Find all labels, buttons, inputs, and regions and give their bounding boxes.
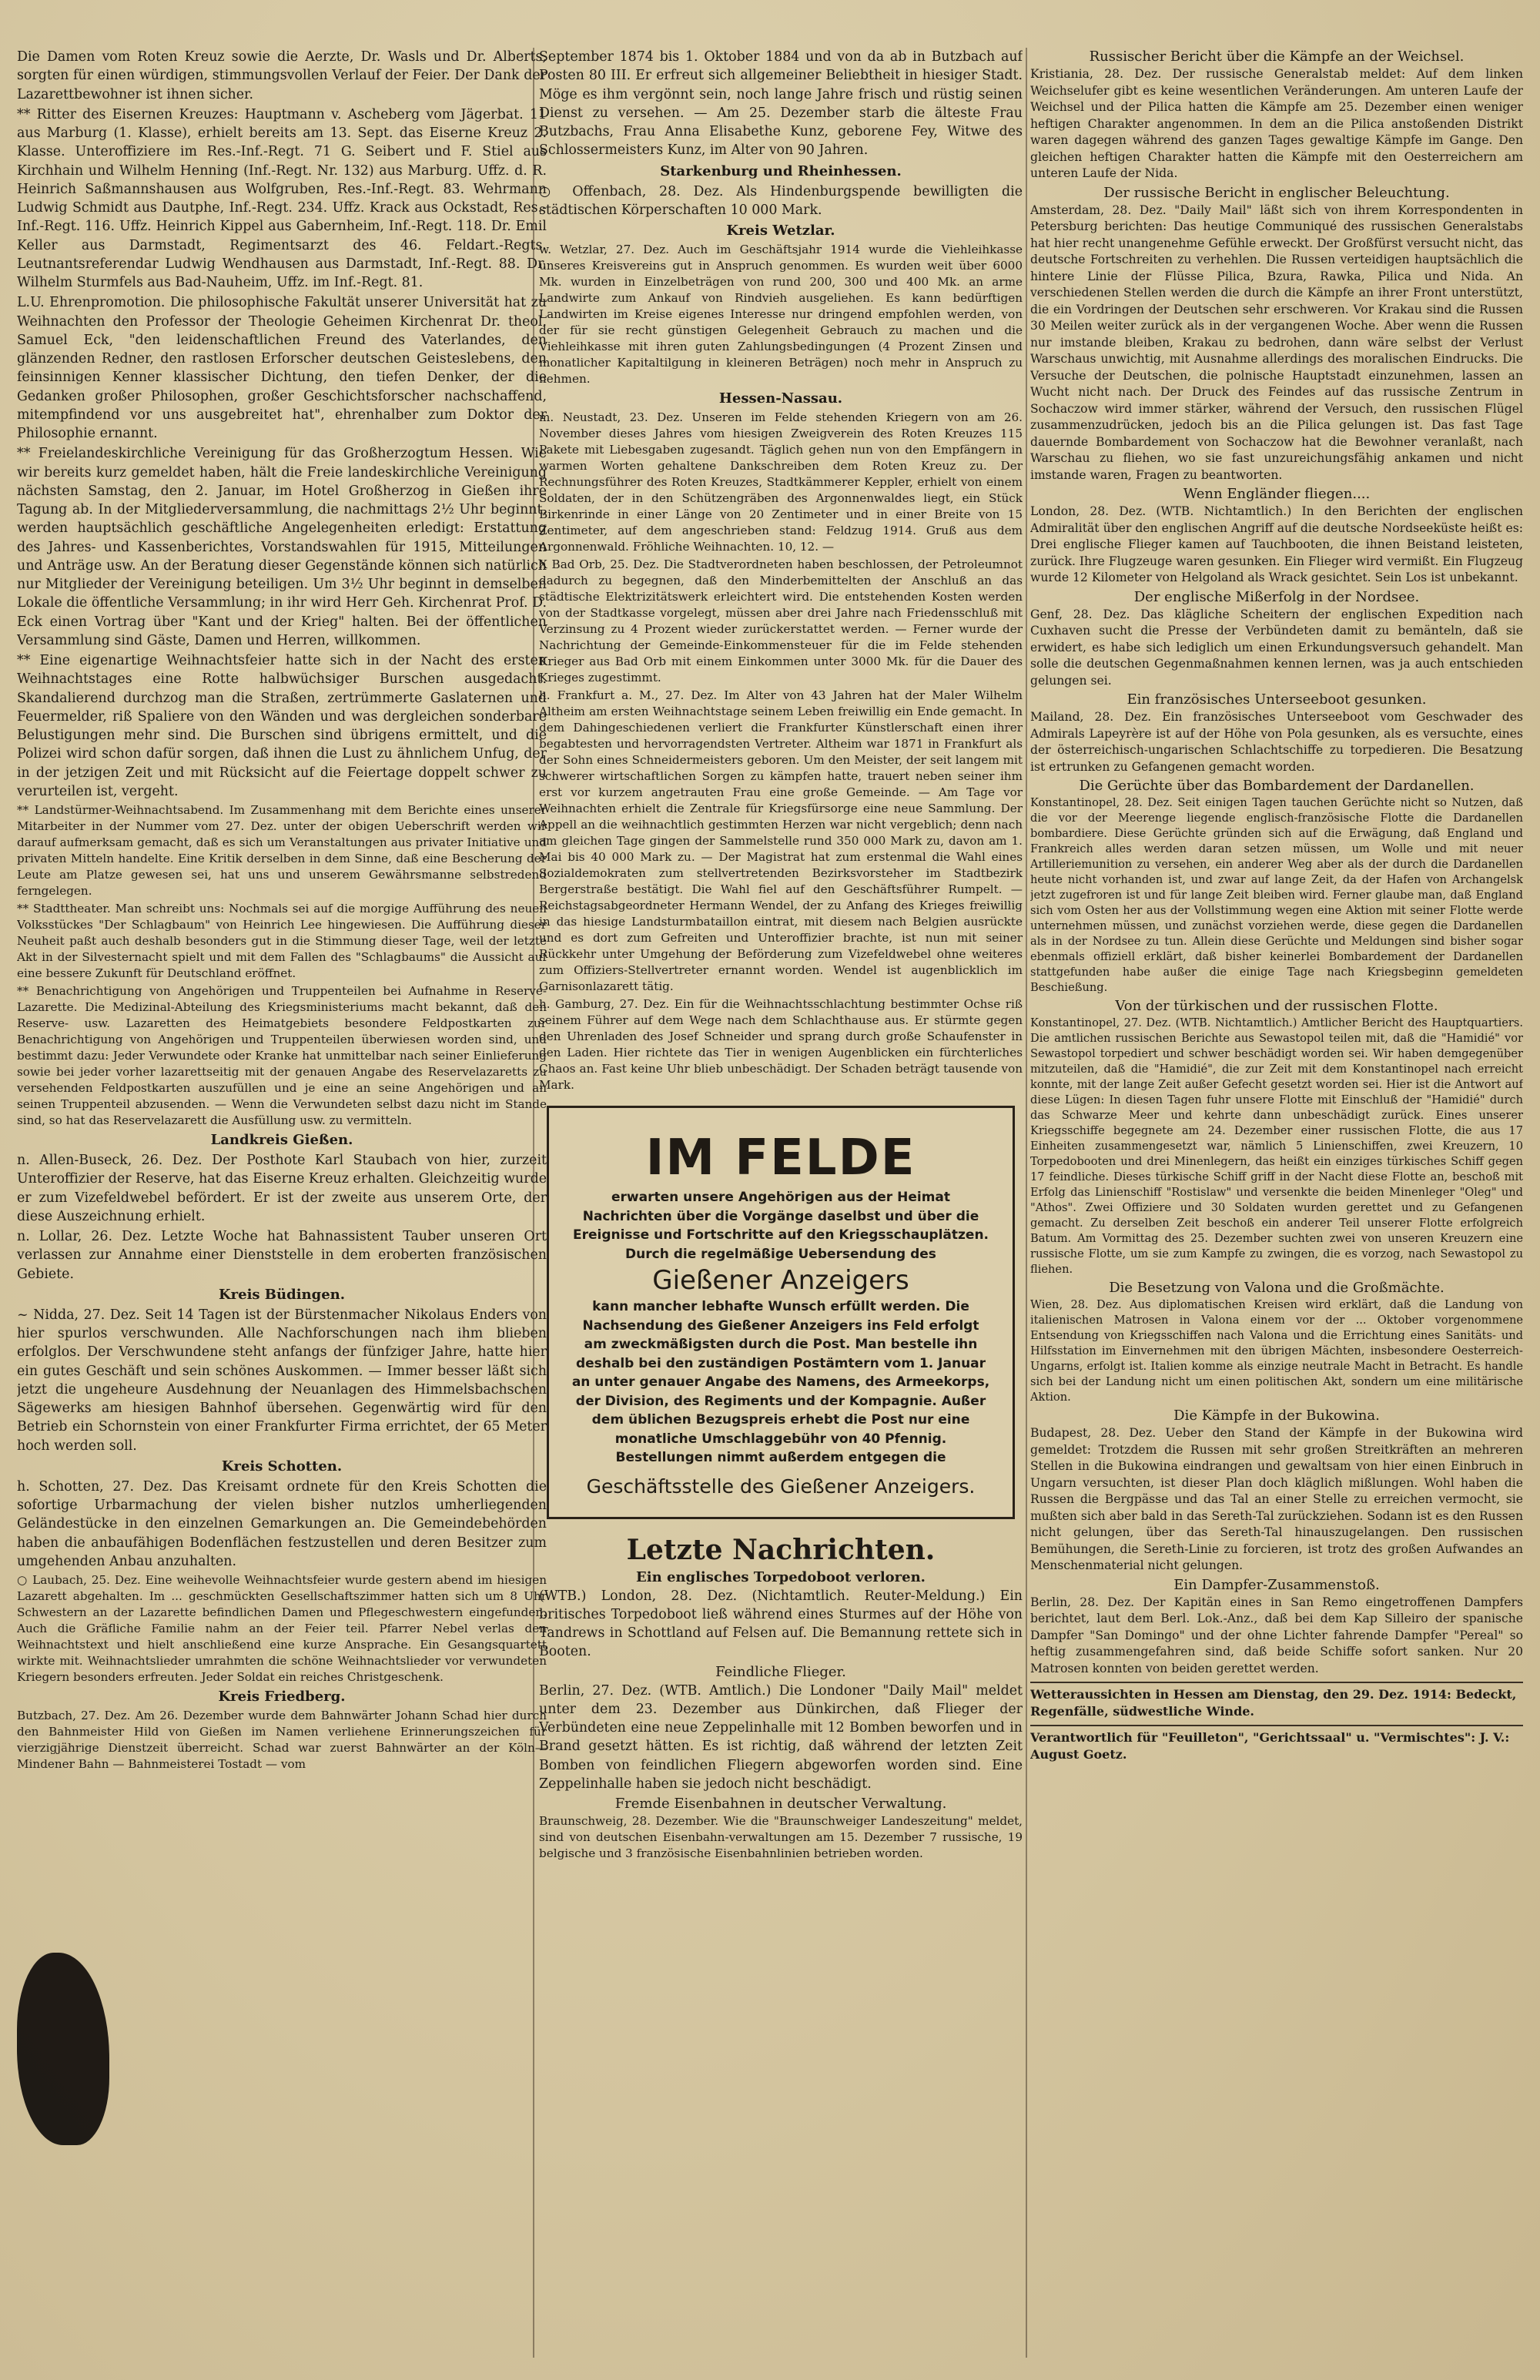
article-konstantinopel-flotte: Konstantinopel, 27. Dez. (WTB. Nichtamtlich.) Amtlicher Bericht des Hauptquartiers. Die amtlichen russischen Berichte aus Sewastopol teilen mit, daß die "Hamidié" vor Sewastopol torpediert und schwer beschädigt worden sei. Wir haben demgegenüber mitzuteilen, daß die "Hamidié", die zur Zeit mit dem Konstantinopel nach erreicht konnte, mit der lange Zeit außer Gefecht gesetzt worden sei. Hier ist die Antwort auf diese Lügen: In diesen Tagen fuhr unsere Flotte mit Einschluß der "Hamidié" durch das Schwarze Meer und kehrte dann unbeschädigt zurück. Eines unserer Kriegsschiffe begegnete am 24. Dezember einer russischen Flotte, die aus 17 Einheiten zusammengesetzt war, nämlich 5 Linienschiffen, zwei Kreuzern, 10 Torpedobooten und drei Minenlegern, das heißt ein einziges türkisches Schiff gegen 17 feindliche. Dieses türkische Schiff griff in der Nacht diese Flotte an, beschoß mit Erfolg das Linienschiff "Rostislaw" und versenkte die beiden Minenleger "Oleg" und "Athos". Zwei Offiziere und 30 Soldaten wurden gerettet und zu Gefangenen gemacht. Zu derselben Zeit beschoß ein anderer Teil unserer Flotte erfolgreich Batum. Am Vormittag des 25. Dezember suchten zwei von unseren Kreuzern eine russische Flotte, um sie zum Kampfe zu zwingen, die es vorzog, nach Sewastopol zu fliehen. [1030, 1016, 1523, 1276]
headline-russischer-bericht: Russischer Bericht über die Kämpfe an der Weichsel. [1089, 49, 1465, 65]
weather-forecast: Wetteraussichten in Hessen am Dienstag, den 29. Dez. 1914: Bedeckt, Regenfälle, südwestliche Winde. [1030, 1682, 1523, 1720]
ad-signature: Geschäftsstelle des Gießener Anzeigers. [586, 1475, 976, 1498]
article-allen-buseck: n. Allen-Buseck, 26. Dez. Der Posthote Karl Staubach von hier, zurzeit Unteroffizier der Reserve, hat das Eiserne Kreuz erhalten. Gleichzeitig wurde er zum Vizefeldwebel befördert. Er ist der zweite aus unserem Orte, der diese Auszeichnung erhielt. [17, 1153, 547, 1224]
article-butzbach-cont: September 1874 bis 1. Oktober 1884 und von da ab in Butzbach auf Posten 80 III. Er erfreut sich allgemeiner Beliebtheit in hiesiger Stadt. Möge es ihm vergönnt sein, noch lange Jahre frisch und rüstig seinen Dienst zu versehen. — Am 25. Dezember starb die älteste Frau Butzbachs, Frau Anna Elisabethe Kunz, geborene Fey, Witwe des Schlossermeisters Kunz, im Alter von 90 Jahren. [539, 49, 1023, 159]
article-landeskirchliche-vereinigung: ** Freielandeskirchliche Vereinigung für das Großherzogtum Hessen. Wie wir bereits kurz gemeldet haben, hält die Freie landeskirchliche Vereinigung nächsten Samstag, den 2. Januar, im Hotel Großherzog in Gießen ihre Tagung ab. In der Mitgliederversammlung, die nachmittags 2½ Uhr beginnt, werden hauptsächlich geschäftliche Angelegenheiten erledigt: Erstattung des Jahres- und Kassenberichtes, Vorstandswahlen für 1915, Mitteilungen und Anträge usw. An der Beratung dieser Gegenstände können sich natürlich nur Mitglieder der Vereinigung beteiligen. Um 3½ Uhr beginnt in demselben Lokale die öffentliche Versammlung; in ihr wird Herr Geh. Kirchenrat Prof. D. Eck einen Vortrag über "Kant und der Krieg" halten. Bei der öffentlichen Versammlung sind Gäste, Damen und Herren, willkommen. [17, 446, 547, 648]
ad-newspaper-name: Gießener Anzeigers [652, 1265, 909, 1296]
article-offenbach: ○ Offenbach, 28. Dez. Als Hindenburgspende bewilligten die städtischen Körperschaften 10 000 Mark. [539, 183, 1023, 218]
headline-flotten: Von der türkischen und der russischen Flotte. [1115, 998, 1438, 1014]
headline-valona: Die Besetzung von Valona und die Großmächte. [1109, 1280, 1445, 1296]
article-lollar: n. Lollar, 26. Dez. Letzte Woche hat Bahnassistent Tauber unseren Ort verlassen zur Annahme einer Dienststelle in dem eroberten französischen Gebiete. [17, 1229, 547, 1282]
ad-body-details: kann mancher lebhafte Wunsch erfüllt werden. Die Nachsendung des Gießener Anzeigers ins Feld erfolgt am zweckmäßigsten durch die Post. Man bestelle ihn deshalb bei den zuständigen Postämtern vom 1. Januar an unter genauer Angabe des Namens, des Armeekorps, der Division, des Regiments und der Kompagnie. Außer dem üblichen Bezugspreis erhebt die Post nur eine monatliche Umschlaggebühr von 40 Pfennig. Bestellungen nimmt außerdem entgegen die [571, 1299, 990, 1465]
article-genf: Genf, 28. Dez. Das klägliche Scheitern der englischen Expedition nach Cuxhaven sucht die Presse der Verbündeten damit zu bemänteln, daß sie erwidert, es habe sich lediglich um einen Erkundungsversuch gehandelt. Man solle die deutschen Gegenmaßnahmen kennen lernen, was ja auch entschieden gelungen sei. [1030, 607, 1523, 688]
right-column [1030, 48, 1523, 2358]
article-bad-orb: X Bad Orb, 25. Dez. Die Stadtverordneten haben beschlossen, der Petroleumnot dadurch zu begegnen, daß den Minderbemittelten der Anschluß an das städtische Elektrizitätswerk erleichtert wird. Die entstehenden Kosten werden von der Stadtkasse vorgelegt, müssen aber drei Jahre nach Friedensschluß mit Verzinsung zu 4 Prozent wieder zurückerstattet werden. — Ferner wurde der Nachrichtung der Gemeinde-Einkommensteuer für die im Felde stehenden Krieger aus Bad Orb mit einem Einkommen unter 3000 Mk. für die Dauer des Krieges zugestimmt. [539, 557, 1023, 685]
editor-imprint: Verantwortlich für "Feuilleton", "Gerichtssaal" u. "Vermischtes": J. V.: August Goetz. [1030, 1725, 1523, 1763]
section-heading-kreis-buedingen: Kreis Büdingen. [218, 1286, 346, 1303]
article-weihnachtsfeier-rotte: ** Eine eigenartige Weihnachtsfeier hatte sich in der Nacht des ersten Weihnachtstages eine Rotte halbwüchsiger Burschen ausgedacht. Skandalierend durchzog man die Straßen, zertrümmerte Gaslaternen und Feuermelder, riß Spaliere von den Wänden und was dergleichen sonderbare Belustigungen mehr sind. Die Burschen sind übrigens ermittelt, und die Polizei wird schon dafür sorgen, daß ihnen die Lust zu ähnlichem Unfug, der in der jetzigen Zeit und mit Rücksicht auf die Feiertage doppelt schwer zu verurteilen ist, vergeht. [17, 653, 547, 799]
article-torpedoboot: (WTB.) London, 28. Dez. (Nichtamtlich. Reuter-Meldung.) Ein britisches Torpedoboot ließ während eines Sturmes auf der Höhe von Tandrews in Schottland auf Felsen auf. Die Bemannung rettete sich in Booten. [539, 1588, 1023, 1660]
column-rule-right [1026, 48, 1027, 2358]
headline-unterseeboot: Ein französisches Unterseeboot gesunken. [1127, 691, 1427, 708]
article-neustadt: m. Neustadt, 23. Dez. Unseren im Felde stehenden Kriegern von am 26. November dieses Jahres vom hiesigen Zweigverein des Roten Kreuzes 115 Pakete mit Liebesgaben zugesandt. Täglich gehen nun von den Empfängern in warmen Worten gehaltene Dankschreiben dem Roten Kreuz zu. Der Rechnungsführer des Roten Kreuzes, Stadtkämmerer Keppler, erhielt von einem Soldaten, der in den Schützengräben des Argonnenwaldes liegt, ein Stück Birkenrinde in einer Länge von 20 Zentimeter und in einer Breite von 15 Zentimeter, auf dem angeschrieben stand: Feldzug 1914. Gruß aus dem Argonnenwald. Fröhliche Weihnachten. 10, 12. — [539, 410, 1023, 554]
article-schotten: h. Schotten, 27. Dez. Das Kreisamt ordnete für den Kreis Schotten die sofortige Urbarmachung der vielen bisher nutzlos umherliegenden Geländestücke in den einzelnen Gemarkungen an. Die Gemeindebehörden haben die anbaufähigen Bodenflächen festzustellen und deren Besitzer zum umgehenden Anbau anzuhalten. [17, 1478, 547, 1569]
section-heading-hessen-nassau: Hessen-Nassau. [718, 390, 843, 407]
article-konstantinopel-dardanellen: Konstantinopel, 28. Dez. Seit einigen Tagen tauchen Gerüchte nicht so Nutzen, daß die vor der Meerenge liegende englisch-französische Flotte die Dardanellen bombardiere. Diese Gerüchte gründen sich auf die Erwägung, daß England und Frankreich alles werden daran setzen müssen, um Wolle und mit neuer Artilleriemunition zu versehen, ein anderer Weg aber als der durch die Dardanellen heute nicht vorhanden ist, und zwar auf lange Zeit, da der Hafen von Archangelsk jetzt zugefroren ist und für lange Zeit bleiben wird. Ferner glaube man, daß England sich vom Osten her aus der Vollstimmung wegen eine Aktion mit seiner Flotte werde unternehmen müssen, und zunächst vorziehen werde, diese gegen die Dardanellen als in der Nordsee zu tun. Allein diese Gerüchte und Meldungen sind bisher sogar ebenmals offiziell erklärt, daß bisher keinerlei Bombardement der Dardanellen stattgefunden habe außer die einige Tage nach Kriegsbeginn gemeldeten Beschießung. [1030, 796, 1523, 994]
article-eisernes-kreuz: ** Ritter des Eisernen Kreuzes: Hauptmann v. Ascheberg vom Jägerbat. 11 aus Marburg (1. Klasse), erhielt bereits am 13. Sept. das Eiserne Kreuz 2. Klasse. Unteroffiziere im Res.-Inf.-Regt. 71 G. Seibert und F. Stiel aus Kirchhain und Wilhelm Henning (Inf.-Regt. Nr. 132) aus Marburg. Uffz. d. R. Heinrich Saßmannshausen aus Wolfgruben, Res.-Inf.-Regt. 83. Wehrmann Ludwig Schmidt aus Dautphe, Inf.-Regt. 234. Uffz. Krack aus Ockstadt, Res.-Inf.-Regt. 116. Uffz. Heinrich Kippel aus Gabernheim, Inf.-Regt. 118. Dr. Emil Keller aus Darmstadt, Regimentsarzt des 46. Feldart.-Regts. Leutnantsreferendar Ludwig Wendhausen aus Darmstadt, Inf.-Regt. 88. Dr. Wilhelm Sturmfels aus Bad-Nauheim, Uffz. im Inf.-Regt. 81. [17, 106, 547, 290]
headline-bukowina: Die Kämpfe in der Bukowina. [1173, 1408, 1380, 1424]
article-landstuermer: ** Landstürmer-Weihnachtsabend. Im Zusammenhang mit dem Berichte eines unserer Mitarbeiter in der Nummer vom 27. Dez. unter der obigen Ueberschrift werden wir darauf aufmerksam gemacht, daß es sich um Veranstaltungen aus privater Initiative und privaten Mitteln handelte. Eine Kritik derselben in dem Sinne, daß eine Bescherung der Leute am Platze gewesen sei, hat uns und unserem Gewährsmanne selbstredend ferngelegen. [17, 803, 547, 898]
article-berlin-dampfer: Berlin, 28. Dez. Der Kapitän eines in San Remo eingetroffenen Dampfers berichtet, laut dem Berl. Lok.-Anz., daß bei dem Kap Silleiro der spanische Dampfer "San Domingo" und der ohne Lichter fahrende Dampfer "Pereal" so heftig zusammengefahren sind, daß beide Schiffe sofort sanken. Nur 20 Matrosen konnten von beiden gerettet werden. [1030, 1595, 1523, 1675]
article-laubach: ○ Laubach, 25. Dez. Eine weihevolle Weihnachtsfeier wurde gestern abend im hiesigen Lazarett abgehalten. Im ... geschmückten Gesellschaftszimmer hatten sich um 8 Uhr Schwestern an der Lazarette befindlichen Damen und Pflegeschwestern eingefunden. Auch die Gräfliche Familie nahm an der Feier teil. Pfarrer Nebel verlas den Weihnachtstext und hielt anschließend eine kurze Ansprache. Ein Gesangsquartett wirkte mit. Weihnachtslieder umrahmten die schöne Weihnachtslieder vor verwundeten Kriegern besonders erfreuten. Jeder Soldat ein reiches Christgeschenk. [17, 1573, 547, 1684]
section-heading-kreis-wetzlar: Kreis Wetzlar. [726, 223, 835, 239]
section-heading-kreis-schotten: Kreis Schotten. [221, 1458, 343, 1475]
article-butzbach: Butzbach, 27. Dez. Am 26. Dezember wurde dem Bahnwärter Johann Schad hier durch den Bahnmeister Hild von Gießen im Namen verliehene Erinnerungszeichen für vierzigjährige Dienstzeit überreicht. Schad war zuerst Bahnwärter an der Köln—Mindener Bahn — Bahnmeisterei Tostadt — vom [17, 1709, 547, 1771]
headline-feindliche-flieger: Feindliche Flieger. [715, 1663, 846, 1680]
article-ehrenpromotion: L.U. Ehrenpromotion. Die philosophische Fakultät unserer Universität hat zu Weihnachten den Professor der Theologie Geheimen Kirchenrat Dr. theol. Samuel Eck, "den leidenschaftlichen Freund des Vaterlandes, den glänzenden Redner, den rastlosen Erforscher deutschen Geisteslebens, den feinsinnigen Kenner klassischer Dichtung, den tiefen Denker, der die Gedanken großer Philosophen, großer Geschichtsforscher nachschaffend, mitempfindend vor uns ausgebreitet hat", ehrenhalber zum Doktor der Philosophie ernannt. [17, 295, 547, 441]
section-heading-landkreis-giessen: Landkreis Gießen. [210, 1132, 353, 1148]
ad-title: IM FELDE [645, 1130, 916, 1187]
article-feindliche-flieger: Berlin, 27. Dez. (WTB. Amtlich.) Die Londoner "Daily Mail" meldet unter dem 23. Dezember aus Dünkirchen, daß Flieger der Verbündeten eine neue Zeppelinhalle mit 12 Bomben beworfen und in Brand gesetzt hätten. Es ist richtig, daß während der letzten Zeit Bomben von feindlichen Fliegern abgeworfen worden sind. Eine Zeppelinhalle haben sie jedoch nicht beschädigt. [539, 1682, 1023, 1792]
article-stadttheater: ** Stadttheater. Man schreibt uns: Nochmals sei auf die morgige Aufführung des neuen Volksstückes "Der Schlagbaum" von Heinrich Lee hingewiesen. Die Aufführung dieser Neuheit paßt auch deshalb besonders gut in die Stimmung dieser Tage, weil der letzte Akt in der Silvesternacht spielt und mit dem Fallen des "Schlagbaums" die Aussicht auf eine bessere Zukunft für Deutschland eröffnet. [17, 902, 547, 980]
article-london: London, 28. Dez. (WTB. Nichtamtlich.) In den Berichten der englischen Admiralität über den englischen Angriff auf die deutsche Nordseeküste heißt es: Drei englische Flieger kamen auf Tauchbooten, die ihnen Beistand leisteten, zurück. Ihre Flugzeuge waren gesunken. Ein Flieger wird vermißt. Ein Flugzeug wurde 12 Kilometer von Helgoland als Wrack gesichtet. Sein Los ist unbekannt. [1030, 504, 1523, 584]
headline-englische-beleuchtung: Der russische Bericht in englischer Beleuchtung. [1103, 184, 1450, 201]
headline-misserfolg-nordsee: Der englische Mißerfolg in der Nordsee. [1133, 588, 1420, 605]
article-wien: Wien, 28. Dez. Aus diplomatischen Kreisen wird erklärt, daß die Landung von italienischen Matrosen in Valona einem vor der ... Oktober vorgenommene Entsendung von Kriegsschiffen nach Valona und die Errichtung eines Sanitäts- und Hilfsstation im Einvernehmen mit den übrigen Mächten, insbesondere Oesterreich-Ungarns, erfolgt ist. Italien komme als einzige neutrale Macht in Betracht. Es handle sich bei der Landung nicht um einen politischen Akt, sondern um eine militärische Aktion. [1030, 1298, 1523, 1404]
article-lazarett-feier: Die Damen vom Roten Kreuz sowie die Aerzte, Dr. Wasls und Dr. Alberts, sorgten für einen würdigen, stimmungsvollen Verlauf der Feier. Der Dank der Lazarettbewohner ist ihnen sicher. [17, 49, 547, 102]
headline-dardanellen: Die Gerüchte über das Bombardement der Dardanellen. [1079, 778, 1475, 794]
article-frankfurt: h. Frankfurt a. M., 27. Dez. Im Alter von 43 Jahren hat der Maler Wilhelm Altheim am ersten Weihnachtstage seinem Leben freiwillig ein Ende gemacht. In dem Dahingeschiedenen verliert die Frankfurter Künstlerschaft einen ihrer begabtesten und hervorragendsten Vertreter. Altheim war 1871 in Frankfurt als der Sohn eines Schneidermeisters geboren. Um den Meister, der seit langem mit schwerer wirtschaftlichen Sorgen zu kämpfen hatte, trauert neben seiner ihm erst vor kurzem angetrauten Frau eine große Gemeinde. — Am Tage vor Weihnachten erhielt die Zentrale für Kriegsfürsorge eine neue Sammlung. Der Appell an die weihnachtlich gestimmten Herzen war nicht vergeblich; denn nach am gleichen Tage gingen der Sammelstelle rund 350 000 Mark zu, davon am 1. Mai bis 40 000 Mark zu. — Der Magistrat hat zum erstenmal die Wahl eines Sozialdemokraten zum stellvertretenden Bezirksvorsteher im Stadtbezirk Bergerstraße bestätigt. Die Wahl fiel auf den Geschäftsführer Rumpelt. — Reichstagsabgeordneter Hermann Wendel, der zu Anfang des Krieges freiwillig in das hiesige Landsturmbataillon eintrat, mit diesem nach Belgien ausrückte und es dort zum Gefreiten und Unteroffizier brachte, ist nun mit seiner Rückkehr unter Umgehung der Beförderung zum Vizefeldwebel ohne weiteres zum Offiziers-Stellvertreter ernannt worden. Wendel ist augenblicklich im Garnisonlazarett tätig. [539, 688, 1023, 993]
article-nidda: ~ Nidda, 27. Dez. Seit 14 Tagen ist der Bürstenmacher Nikolaus Enders von hier spurlos verschwunden. Alle Nachforschungen nach ihm blieben erfolglos. Der Verschwundene steht anfangs der fünfziger Jahre, hatte hier ein gutes Geschäft und sein schönes Auskommen. — Immer besser läßt sich jetzt die ungeheure Ausdehnung der Neuanlagen des Himmelsbachschen Sägewerks am hiesigen Bahnhof übersehen. Gegenwärtig wird für den Betrieb ein Schornstein von einer Frankfurter Firma errichtet, der 65 Meter hoch werden soll. [17, 1307, 547, 1454]
section-heading-starkenburg: Starkenburg und Rheinhessen. [660, 162, 902, 179]
middle-column [539, 48, 1023, 2358]
advertisement-im-felde [547, 1106, 1015, 1519]
headline-torpedoboot: Ein englisches Torpedoboot verloren. [636, 1568, 926, 1585]
article-amsterdam: Amsterdam, 28. Dez. "Daily Mail" läßt sich von ihrem Korrespondenten in Petersburg berichten: Das heutige Communiqué des russischen Generalstabs hat hier recht unangenehme Gefühle erweckt. Der Großfürst versucht nicht, das deutsche Fortschreiten zu verhehlen. Die Russen verteidigen hauptsächlich die hintere Linie der Flüsse Pilica, Bzura, Rawka, Pilica und Nida. An verschiedenen Stellen werden die durch die Kämpfe an ihrer Front unterstützt, die ein Vordringen der Deutschen sehr erschweren. Vor Krakau sind die Russen 30 Meilen weiter zurück als in der vergangenen Woche. Aber wenn die Russen nur imstande bleiben, Krakau zu bedrohen, dann wäre selbst der Verlust Warschaus unwichtig, mit Ausnahme allerdings des moralischen Eindrucks. Die Versuche der Deutschen, die polnische Hauptstadt einzunehmen, lassen an Wucht nicht nach. Der Druck des Feindes auf das russische Zentrum in Sochaczow wird immer stärker, während der Versuch, den russischen Flügel zusammenzudrücken, jedoch bis an die Pilica gelungen ist. Das fast Tage dauernde Bombardement von Sochaczow hat die Bewohner veranlaßt, nach Warschau zu fliehen, wo sie fast unzureichungsfähig ankamen und nicht imstande waren, Fragen zu beantworten. [1030, 203, 1523, 482]
article-benachrichtigung: ** Benachrichtigung von Angehörigen und Truppenteilen bei Aufnahme in Reserve-Lazarette. Die Medizinal-Abteilung des Kriegsministeriums macht bekannt, daß den Reserve- usw. Lazaretten des Heimatgebiets besondere Feldpostkarten zur Benachrichtigung von Angehörigen und Truppenteilen überwiesen worden sind, und bestimmt dazu: Jeder Verwundete oder Kranke hat unmittelbar nach seiner Einlieferung sowie bei jeder vorher lazarettseitig mit der genauen Angabe des Reservelazaretts zu versehenden Feldpostkarten auszufüllen und je eine an seine Angehörigen und an seinen Truppenteil abzusenden. — Wenn die Verwundeten selbst dazu nicht im Stande sind, so hat das Reservelazarett die Ausfüllung usw. zu vermitteln. [17, 984, 547, 1127]
ad-body-intro: erwarten unsere Angehörigen aus der Heimat Nachrichten über die Vorgänge daselbst und über die Ereignisse und Fortschritte auf den Kriegsschauplätzen. Durch die regelmäßige Uebersendung des [572, 1190, 989, 1262]
headline-fremde-eisenbahnen: Fremde Eisenbahnen in deutscher Verwaltung. [614, 1796, 947, 1812]
section-heading-letzte-nachrichten: Letzte Nachrichten. [626, 1533, 936, 1566]
article-gamburg: h. Gamburg, 27. Dez. Ein für die Weihnachtsschlachtung bestimmter Ochse riß seinem Führer auf dem Wege nach dem Schlachthause aus. Er stürmte gegen den Uhrenladen des Josef Schneider und sprang durch große Schaufenster in den Laden. Hier richtete das Tier in wenigen Augenblicken ein fürchterliches Chaos an. Fast keine Uhr blieb unbeschädigt. Der Schaden beträgt tausende von Mark. [539, 997, 1023, 1092]
headline-englaender-fliegen: Wenn Engländer fliegen.... [1183, 486, 1371, 502]
article-budapest: Budapest, 28. Dez. Ueber den Stand der Kämpfe in der Bukowina wird gemeldet: Trotzdem die Russen mit sehr großen Streitkräften an mehreren Stellen in die Bukowina eindrangen und gewaltsam von hier einen Einbruch in Ungarn versuchten, ist dieser Plan doch kläglich mißlungen. Wohl haben die Russen die Bergpässe und das Tal an einer Stelle zu erreichen vermocht, sie mußten sich aber bald in das Sereth-Tal zurückziehen. Sodann ist es den Russen nicht gelungen, über das Sereth-Tal hinauszugelangen. Den russischen Bemühungen, die Sereth-Linie zu forcieren, ist trotz des großen Aufwandes an Menschenmaterial nicht gelungen. [1030, 1426, 1523, 1572]
article-wetzlar: w. Wetzlar, 27. Dez. Auch im Geschäftsjahr 1914 wurde die Viehleihkasse unseres Kreisvereins gut in Anspruch genommen. Es wurden weit über 6000 Mk. wurden in Einzelbeträgen von rund 200, 300 und 400 Mk. an arme Landwirte zum Ankauf von Rindvieh ausgeliehen. Es kann bedürftigen Landwirten im Kreise eigenes Interesse nur dringend empfohlen werden, von der für sie recht günstigen Gelegenheit Gebrauch zu machen und die Viehleihkasse mit ihren guten Zahlungsbedingungen (4 Prozent Zinsen und monatlicher Kapitaltilgung in kleineren Beträgen) noch mehr in Anspruch zu nehmen. [539, 243, 1023, 386]
article-mailand: Mailand, 28. Dez. Ein französisches Unterseeboot vom Geschwader des Admirals Lapeyrère ist auf der Höhe von Pola gesunken, als es versuchte, eines der österreichisch-ungarischen Schlachtschiffe zu torpedieren. Die Besatzung ist ertrunken zu Gefangenen gemacht worden. [1030, 710, 1523, 774]
headline-dampfer: Ein Dampfer-Zusammenstoß. [1173, 1576, 1380, 1593]
article-kristiania: Kristiania, 28. Dez. Der russische Generalstab meldet: Auf dem linken Weichselufer gibt es keine wesentlichen Veränderungen. Am unteren Laufe der Weichsel und der Pilica hatten die Kämpfe am 25. Dezember einen weniger heftigen Charakter angenommen. In dem an die Pilica anstoßenden Distrikt waren dagegen während des ganzen Tages gewaltige Kämpfe im Gange. Den gleichen heftigen Charakter hatten die Kämpfe mit den Oesterreichern am unteren Laufe der Nida. [1030, 67, 1523, 180]
section-heading-kreis-friedberg: Kreis Friedberg. [218, 1689, 346, 1705]
article-braunschweig: Braunschweig, 28. Dezember. Wie die "Braunschweiger Landeszeitung" meldet, sind von deutschen Eisenbahn-verwaltungen am 15. Dezember 7 russische, 19 belgische und 3 französische Eisenbahnlinien betrieben worden. [539, 1814, 1023, 1860]
